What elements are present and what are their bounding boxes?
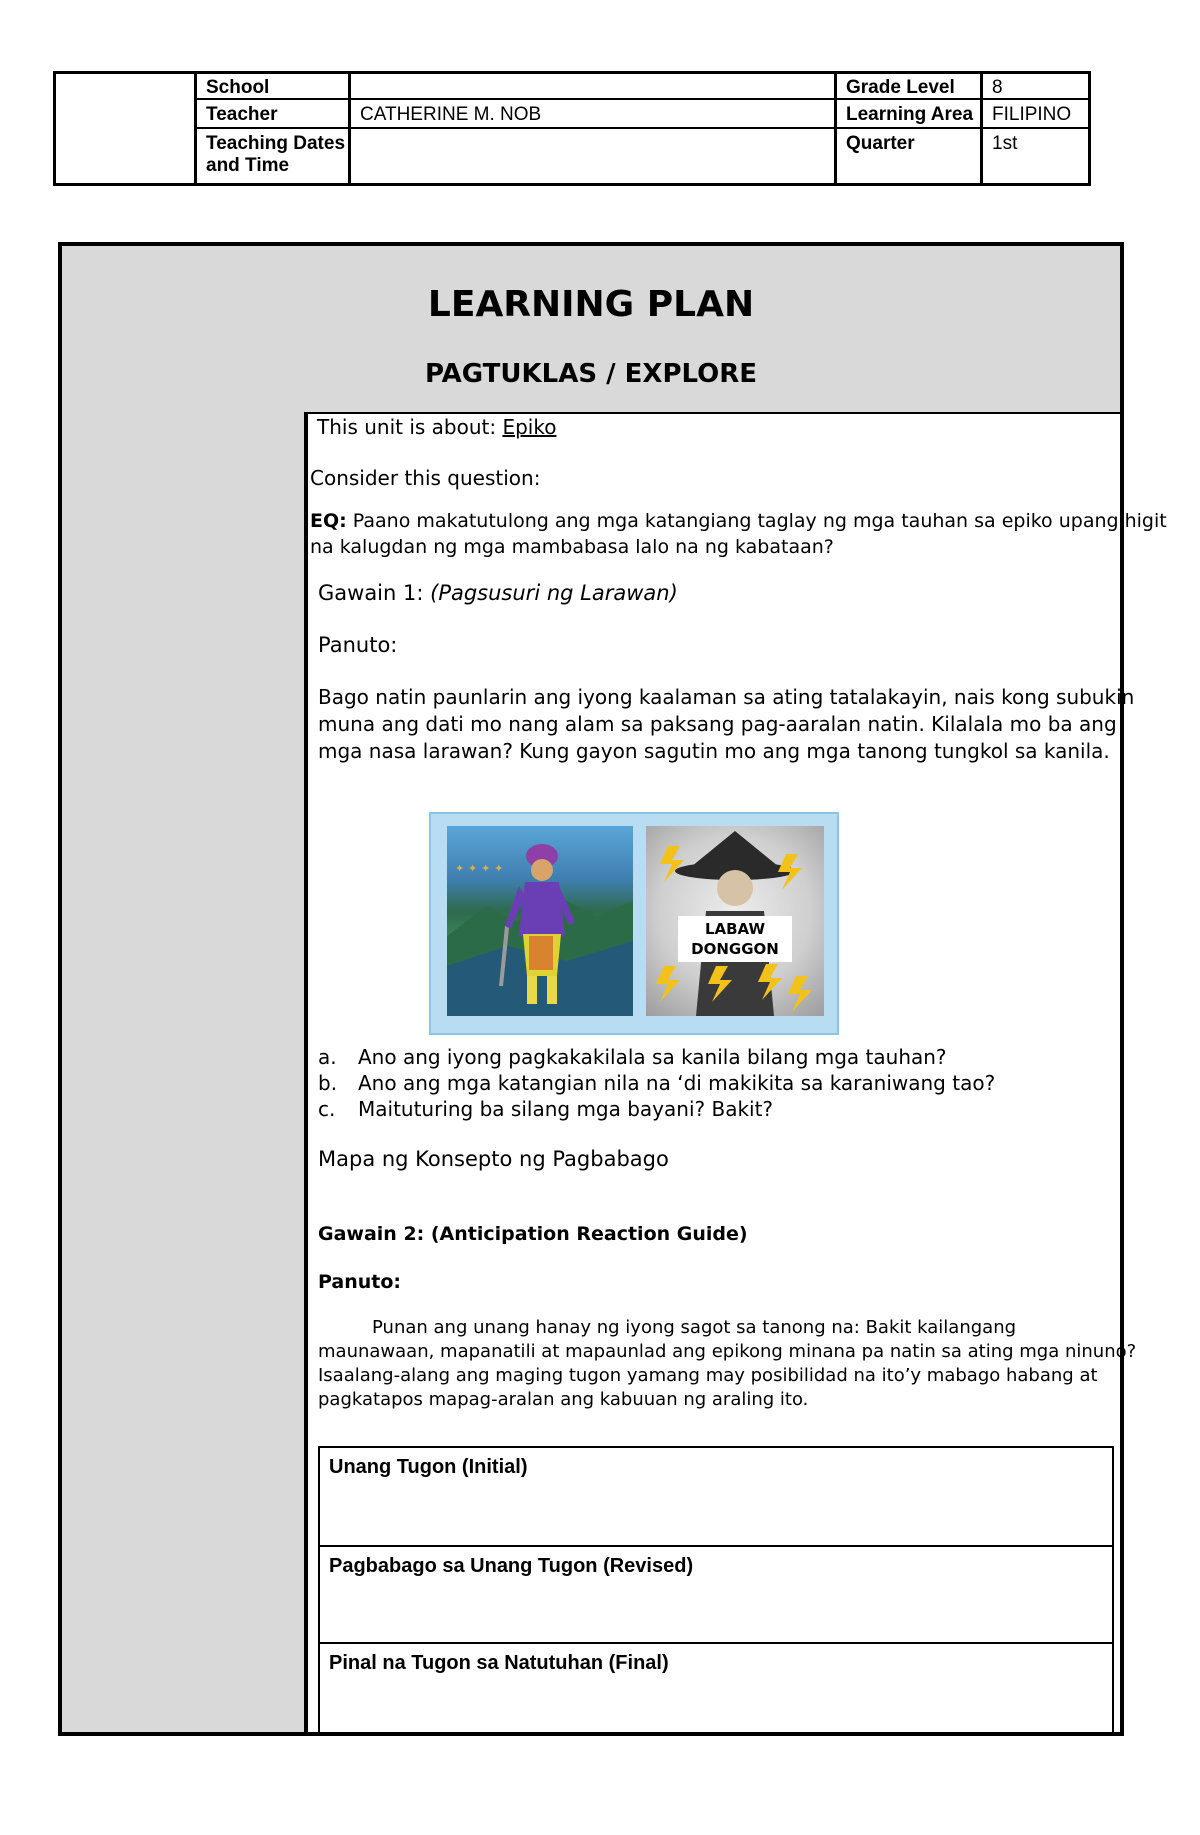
question-b-marker: b. <box>318 1071 338 1095</box>
question-c-text: Maituturing ba silang mga bayani? Bakit? <box>358 1097 774 1121</box>
quarter-value: 1st <box>992 133 1018 154</box>
gawain1-title: (Pagsusuri ng Larawan) <box>430 581 678 605</box>
eq-label: EQ: <box>310 510 347 532</box>
question-a-marker: a. <box>318 1045 337 1069</box>
gawain1-heading <box>318 580 678 606</box>
para1-line1: Bago natin paunlarin ang iyong kaalaman sa ating tatalakayin, nais kong subukin <box>318 685 1135 709</box>
teaching-dates-value <box>352 130 368 136</box>
question-a-text: Ano ang iyong pagkakakilala sa kanila bilang mga tauhan? <box>358 1045 947 1069</box>
content-divider <box>306 412 308 1732</box>
epic-hero-figure <box>447 826 633 1016</box>
essential-question <box>310 508 1167 534</box>
left-shaded-column <box>62 412 306 1732</box>
svg-text:✦ ✦ ✦ ✦: ✦ ✦ ✦ ✦ <box>455 862 504 875</box>
para2-line3: Isaalang-alang ang maging tugon yamang may posibilidad na ito’y mabago habang at <box>318 1365 1098 1386</box>
para2-line2: maunawaan, mapanatili at mapaunlad ang epikong minana pa natin sa ating mga ninuno? <box>318 1341 1137 1362</box>
para1-line2: muna ang dati mo nang alam sa paksang pag-aaralan natin. Kilalala mo ba ang <box>318 712 1117 736</box>
para2-line1: Punan ang unang hanay ng iyong sagot sa tanong na: Bakit kailangang <box>372 1317 1017 1338</box>
para1-line3: mga nasa larawan? Kung gayon sagutin mo ang mga tanong tungkol sa kanila. <box>318 739 1110 763</box>
school-value <box>352 74 368 80</box>
labaw-donggon-label <box>678 916 792 962</box>
page-title: LEARNING PLAN <box>427 284 755 325</box>
learning-area-label: Learning Area <box>846 104 974 125</box>
response-label-initial: Unang Tugon (Initial) <box>329 1456 528 1478</box>
concept-map-heading: Mapa ng Konsepto ng Pagbabago <box>318 1147 669 1171</box>
school-label: School <box>206 77 270 98</box>
labaw-donggon-illustration <box>646 826 824 1016</box>
eq-line1: Paano makatutulong ang mga katangiang taglay ng mga tauhan sa epiko upang higit <box>346 510 1167 532</box>
para2-line4: pagkatapos mapag-aralan ang kabuuan ng araling ito. <box>318 1389 809 1410</box>
unit-line <box>317 414 556 440</box>
unit-prefix: This unit is about: <box>317 415 503 439</box>
response-row-final <box>320 1642 1112 1739</box>
page-subtitle: PAGTUKLAS / EXPLORE <box>424 359 758 389</box>
quarter-label: Quarter <box>846 133 915 154</box>
epic-hero-illustration <box>447 826 633 1016</box>
teaching-dates-label <box>198 130 353 180</box>
eq-line2: na kalugdan ng mga mambabasa lalo na ng kabataan? <box>310 536 834 558</box>
gawain1-prefix: Gawain 1: <box>318 581 431 605</box>
teaching-dates-label-line1: Teaching Dates <box>206 133 346 154</box>
grade-level-label: Grade Level <box>846 77 955 98</box>
question-b-text: Ano ang mga katangian nila na ‘di makikita sa karaniwang tao? <box>358 1071 996 1095</box>
response-label-revised: Pagbabago sa Unang Tugon (Revised) <box>329 1555 694 1577</box>
learning-plan-box <box>58 242 1167 1736</box>
learning-area-value: FILIPINO <box>992 104 1072 125</box>
question-c-marker: c. <box>318 1097 336 1121</box>
consider-heading: Consider this question: <box>310 466 541 490</box>
characters-image-panel <box>429 812 839 1035</box>
teacher-value: CATHERINE M. NOB <box>360 104 542 125</box>
response-label-final: Pinal na Tugon sa Natutuhan (Final) <box>329 1652 669 1674</box>
teaching-dates-label-line2: and Time <box>206 155 290 176</box>
panuto2-heading: Panuto: <box>318 1271 402 1293</box>
gawain2-heading: Gawain 2: (Anticipation Reaction Guide) <box>318 1223 748 1245</box>
plan-header <box>62 246 1120 414</box>
response-row-revised <box>320 1545 1112 1642</box>
grade-level-value: 8 <box>992 77 1003 98</box>
response-row-initial <box>320 1448 1112 1545</box>
teacher-label: Teacher <box>206 104 278 125</box>
response-table <box>318 1446 1114 1734</box>
header-info-table <box>53 71 1091 186</box>
labaw-donggon-label-line2: DONGGON <box>691 940 779 958</box>
unit-topic: Epiko <box>502 415 557 439</box>
labaw-donggon-label-line1: LABAW <box>704 920 766 938</box>
panuto1-heading: Panuto: <box>318 633 398 657</box>
